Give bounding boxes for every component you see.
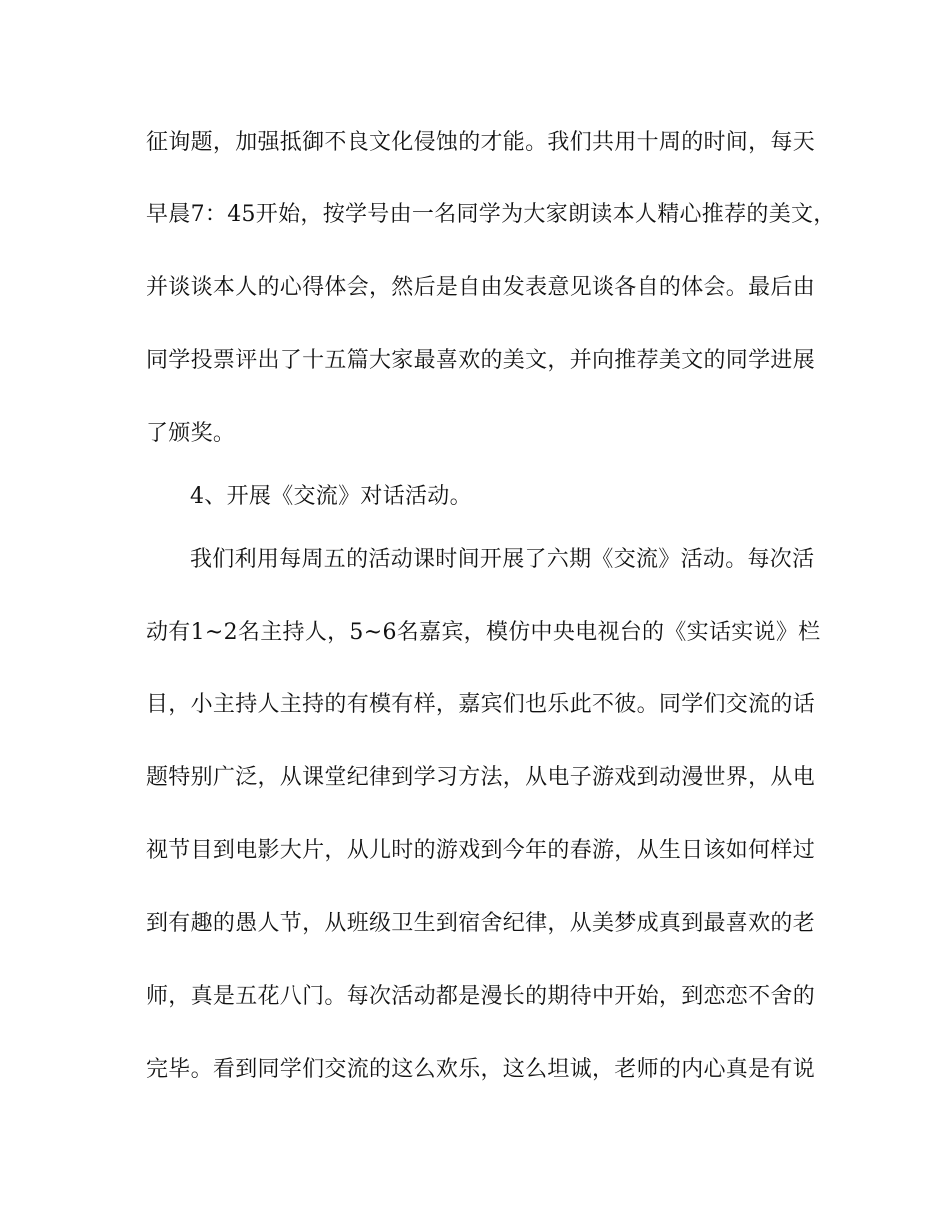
paragraph-line: 早晨7：45开始，按学号由一名同学为大家朗读本人精心推荐的美文， [146, 202, 836, 227]
paragraph-line: 动有1~2名主持人，5~6名嘉宾，模仿中央电视台的《实话实说》栏 [146, 620, 821, 645]
paragraph-line: 师，真是五花八门。每次活动都是漫长的期待中开始，到恋恋不舍的 [146, 984, 816, 1009]
paragraph-line: 征询题，加强抵御不良文化侵蚀的才能。我们共用十周的时间，每天 [146, 130, 816, 155]
paragraph-line: 题特别广泛，从课堂纪律到学习方法，从电子游戏到动漫世界，从电 [146, 765, 816, 790]
paragraph-line: 目，小主持人主持的有模有样，嘉宾们也乐此不彼。同学们交流的话 [146, 692, 816, 717]
paragraph-line: 同学投票评出了十五篇大家最喜欢的美文，并向推荐美文的同学进展 [146, 348, 816, 373]
paragraph-line: 完毕。看到同学们交流的这么欢乐，这么坦诚，老师的内心真是有说 [146, 1057, 816, 1082]
paragraph-line: 了颁奖。 [146, 421, 236, 446]
paragraph-line: 我们利用每周五的活动课时间开展了六期《交流》活动。每次活 [190, 547, 815, 572]
paragraph-line: 到有趣的愚人节，从班级卫生到宿舍纪律，从美梦成真到最喜欢的老 [146, 911, 816, 936]
section-heading: 4、开展《交流》对话活动。 [190, 484, 472, 509]
paragraph-line: 视节目到电影大片，从儿时的游戏到今年的春游，从生日该如何样过 [146, 838, 816, 863]
paragraph-line: 并谈谈本人的心得体会，然后是自由发表意见谈各自的体会。最后由 [146, 275, 816, 300]
